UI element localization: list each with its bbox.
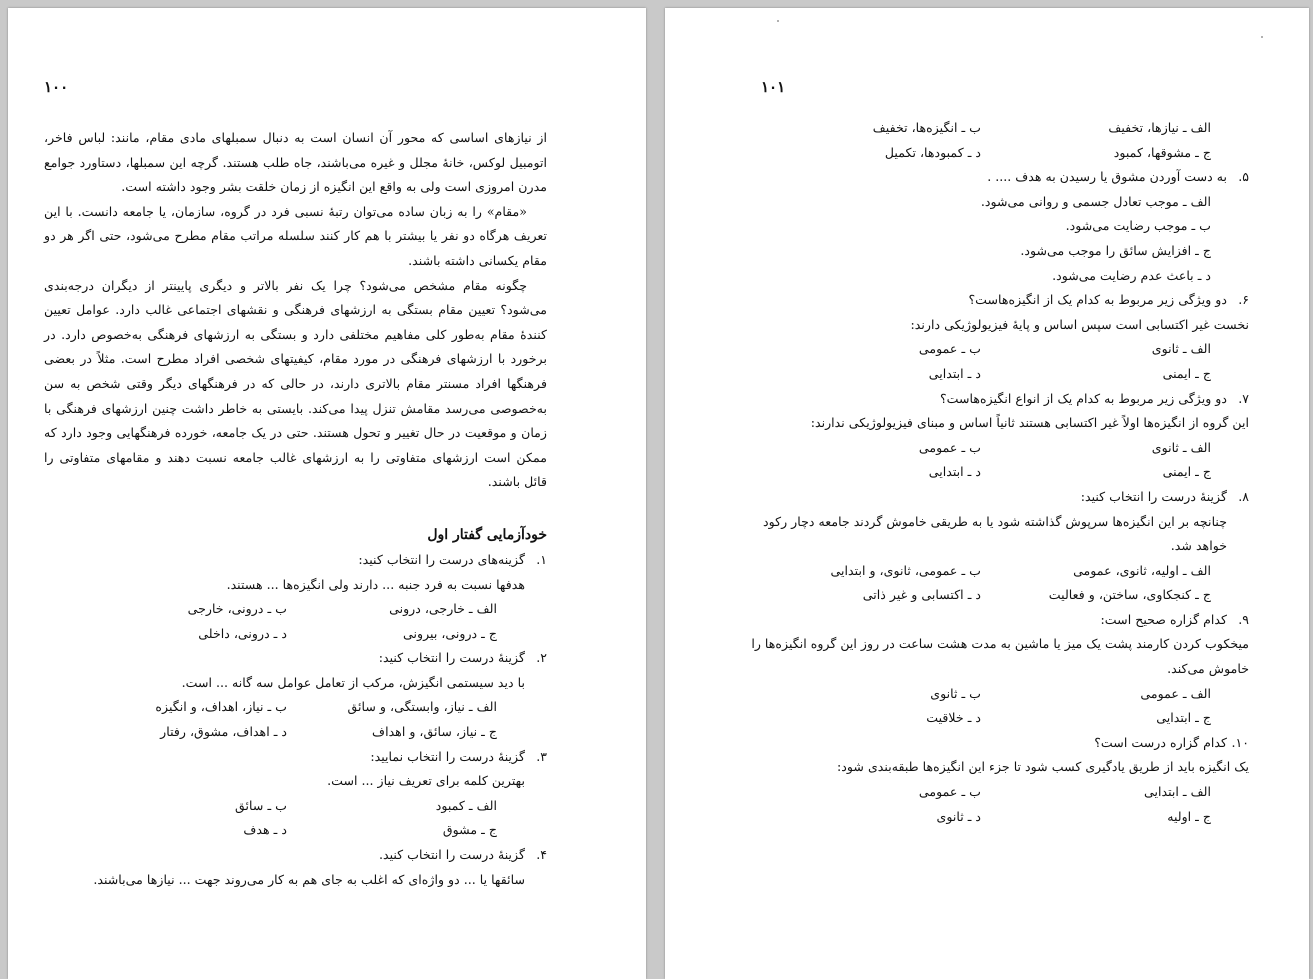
question-number: ۱. <box>536 551 547 567</box>
body-paragraph: از نیازهای اساسی که محور آن انسان است به دنبال سمبلهای مادی مقام، مانند: لباس فاخر، اتومبیل لوکس، خانهٔ مجلل و غیره می‌باشند، جاه طلب هستند. گرچه این سمبلها، دستاورد جوامع مدرن امروزی است ولی به واقع این انگیزه از زمان خلقت بشر وجود داشته است. <box>44 130 547 195</box>
question-stem: میخکوب کردن کارمند پشت یک میز یا ماشین به مدت هشت ساعت در روز این گروه انگیزه‌ها را خاموش می‌کند. <box>751 636 1249 677</box>
question-number: ۸. <box>1238 488 1249 504</box>
question-prompt: گزینهٔ درست را انتخاب نمایید: <box>370 748 525 764</box>
scan-speck <box>777 20 779 22</box>
option: الف ـ عمومی <box>1140 685 1211 701</box>
left-page <box>8 8 646 979</box>
option: ج ـ ابتدایی <box>1156 710 1211 726</box>
question-prompt: کدام گزاره صحیح است: <box>1100 611 1227 627</box>
body-paragraph: چگونه مقام مشخص می‌شود؟ چرا یک نفر بالاتر و دیگری پایینتر از دیگران درجه‌بندی می‌شود؟ تعیین مقام بستگی به ارزشهای فرهنگی و نقشهای اجتماعی غالب دارد. عوامل تعیین کنندهٔ مقام به‌طور کلی مفاهیم مختلفی دارد و بستگی به ارزشهای فرهنگی به‌خصوص دارد. در برخورد با ارزشهای فرهنگی در مورد مقام، کیفیتهای شخصی افراد مطرح است. مثلاً در بعضی فرهنگها افراد مسنتر مقام بالاتری دارند، در حالی که در فرهنگهای دیگر وقتی شخص به سن به‌خصوصی می‌رسد مقامش تنزل پیدا می‌کند. بایستی به خاطر داشت چنین ارزشهای فرهنگی با زمان و موقعیت در حال تغییر و تحول هستند. حتی در یک جامعه، خورده فرهنگهایی وجود دارد که ممکن است ارزشهای متفاوتی را به ارزشهای غالب جامعه نسبت دهند و مقامهای متفاوتی را قائل باشند. <box>44 277 547 490</box>
option: د ـ هدف <box>243 822 287 838</box>
question-4 <box>44 843 547 892</box>
option: ج ـ ایمنی <box>1162 464 1211 480</box>
question-prompt: گزینهٔ درست را انتخاب کنید. <box>378 847 525 863</box>
option: ب ـ موجب رضایت می‌شود. <box>1065 218 1211 234</box>
question-6 <box>751 288 1249 386</box>
question-number: ۳. <box>536 748 547 764</box>
question-prompt: گزینهٔ درست را انتخاب کنید: <box>378 650 525 666</box>
question-2 <box>44 646 547 744</box>
option: ج ـ اولیه <box>1167 808 1211 824</box>
option: ب ـ ثانوی <box>930 685 981 701</box>
page-number: ۱۰۱ <box>761 78 786 96</box>
option: الف ـ کمبود <box>435 797 497 813</box>
question-prompt: گزینه‌های درست را انتخاب کنید: <box>358 551 525 567</box>
option: د ـ اکتسابی و غیر ذاتی <box>862 587 981 603</box>
question-number: ۴. <box>536 847 547 863</box>
option: ج ـ درونی، بیرونی <box>402 625 497 641</box>
option: ج ـ مشوقها، کمبود <box>1113 144 1211 160</box>
question-3 <box>44 745 547 843</box>
question-stem: چنانچه بر این انگیزه‌ها سرپوش گذاشته شود یا به طریقی خاموش گردند جامعه دچار رکود خواهد شد. <box>762 513 1227 554</box>
question-stem: بهترین کلمه برای تعریف نیاز ... است. <box>327 773 525 789</box>
scan-speck <box>1261 36 1263 38</box>
option: الف ـ نیازها، تخفیف <box>1108 120 1211 135</box>
left-page-content <box>44 126 547 892</box>
option: ج ـ کنجکاوی، ساختن، و فعالیت <box>1048 587 1211 603</box>
option: ب ـ نیاز، اهداف، و انگیزه <box>155 699 287 715</box>
question-stem: نخست غیر اکتسابی است سپس اساس و پایهٔ فیزیولوژیکی دارند: <box>910 316 1249 332</box>
question-prompt: دو ویژگی زیر مربوط به کدام یک از انگیزه‌هاست؟ <box>968 292 1227 308</box>
question-number: ۲. <box>536 650 547 666</box>
option: د ـ کمبودها، تکمیل <box>884 144 981 160</box>
option: ب ـ درونی، خارجی <box>187 601 287 617</box>
option: ب ـ انگیزه‌ها، تخفیف <box>872 120 981 135</box>
option: ج ـ مشوق <box>442 822 497 838</box>
option: د ـ باعث عدم رضایت می‌شود. <box>1052 267 1211 283</box>
option: د ـ اهداف، مشوق، رفتار <box>160 724 287 740</box>
question-5 <box>751 165 1249 288</box>
question-10 <box>751 731 1249 829</box>
question-stem: این گروه از انگیزه‌ها اولاً غیر اکتسابی هستند ثانیاً اساس و مبنای فیزیولوژیکی ندارند: <box>810 415 1249 431</box>
option: الف ـ خارجی، درونی <box>389 601 497 617</box>
option: الف ـ اولیه، ثانوی، عمومی <box>1073 562 1211 578</box>
option: ج ـ افزایش سائق را موجب می‌شود. <box>1020 242 1211 258</box>
option: ج ـ نیاز، سائق، و اهداف <box>372 724 497 740</box>
question-1 <box>44 548 547 646</box>
option: د ـ درونی، داخلی <box>198 625 287 641</box>
option: ب ـ سائق <box>235 797 287 813</box>
option: ب ـ عمومی <box>918 439 981 455</box>
question-prompt: به دست آوردن مشوق یا رسیدن به هدف .... . <box>987 169 1227 185</box>
body-paragraph: «مقام» را به زبان ساده می‌توان رتبهٔ نسبی فرد در گروه، سازمان، یا جامعه دانست. با این تعریف هرگاه دو نفر یا بیشتر با هم کار کنند سلسله مراتب مقام مطرح می‌شود، حتی اگر هر دو مقام یکسانی داشته باشند. <box>44 203 547 268</box>
option: ب ـ عمومی، ثانوی، و ابتدایی <box>830 562 981 578</box>
question-number: ۷. <box>1238 390 1249 406</box>
question-number: ۹. <box>1238 611 1249 627</box>
question-4-options <box>751 116 1249 165</box>
option: د ـ ثانوی <box>936 808 981 824</box>
section-heading: خودآزمایی گفتار اول <box>427 526 547 543</box>
question-number: ۱۰. <box>1231 734 1249 750</box>
question-prompt: کدام گزاره درست است؟ <box>1094 734 1227 750</box>
question-9 <box>751 608 1249 731</box>
option: الف ـ موجب تعادل جسمی و روانی می‌شود. <box>980 193 1211 209</box>
question-8 <box>751 485 1249 608</box>
question-number: ۵. <box>1238 169 1249 185</box>
question-stem: هدفها نسبت به فرد جنبه ... دارند ولی انگیزه‌ها ... هستند. <box>226 576 525 592</box>
option: ج ـ ایمنی <box>1162 365 1211 381</box>
question-stem: یک انگیزه باید از طریق یادگیری کسب شود تا جزء این انگیزه‌ها طبقه‌بندی شود: <box>837 759 1249 775</box>
page-number: ۱۰۰ <box>44 78 69 96</box>
question-prompt: دو ویژگی زیر مربوط به کدام یک از انواع انگیزه‌هاست؟ <box>939 390 1227 406</box>
option: الف ـ ثانوی <box>1151 439 1211 455</box>
question-stem: سائقها یا ... دو واژه‌ای که اغلب به جای هم به کار می‌روند جهت ... نیازها می‌باشند. <box>93 871 525 887</box>
option: د ـ خلاقیت <box>926 710 981 726</box>
right-page <box>665 8 1309 979</box>
option: الف ـ ثانوی <box>1151 341 1211 357</box>
question-number: ۶. <box>1238 292 1249 308</box>
option: الف ـ ابتدایی <box>1144 784 1211 800</box>
question-7 <box>751 387 1249 485</box>
option: ب ـ عمومی <box>918 784 981 800</box>
option: الف ـ نیاز، وابستگی، و سائق <box>347 699 497 715</box>
question-prompt: گزینهٔ درست را انتخاب کنید: <box>1080 488 1227 504</box>
option: د ـ ابتدایی <box>928 365 981 381</box>
option: د ـ ابتدایی <box>928 464 981 480</box>
question-stem: با دید سیستمی انگیزش، مرکب از تعامل عوامل سه گانه ... است. <box>181 674 525 690</box>
right-page-content <box>751 116 1249 829</box>
option: ب ـ عمومی <box>918 341 981 357</box>
